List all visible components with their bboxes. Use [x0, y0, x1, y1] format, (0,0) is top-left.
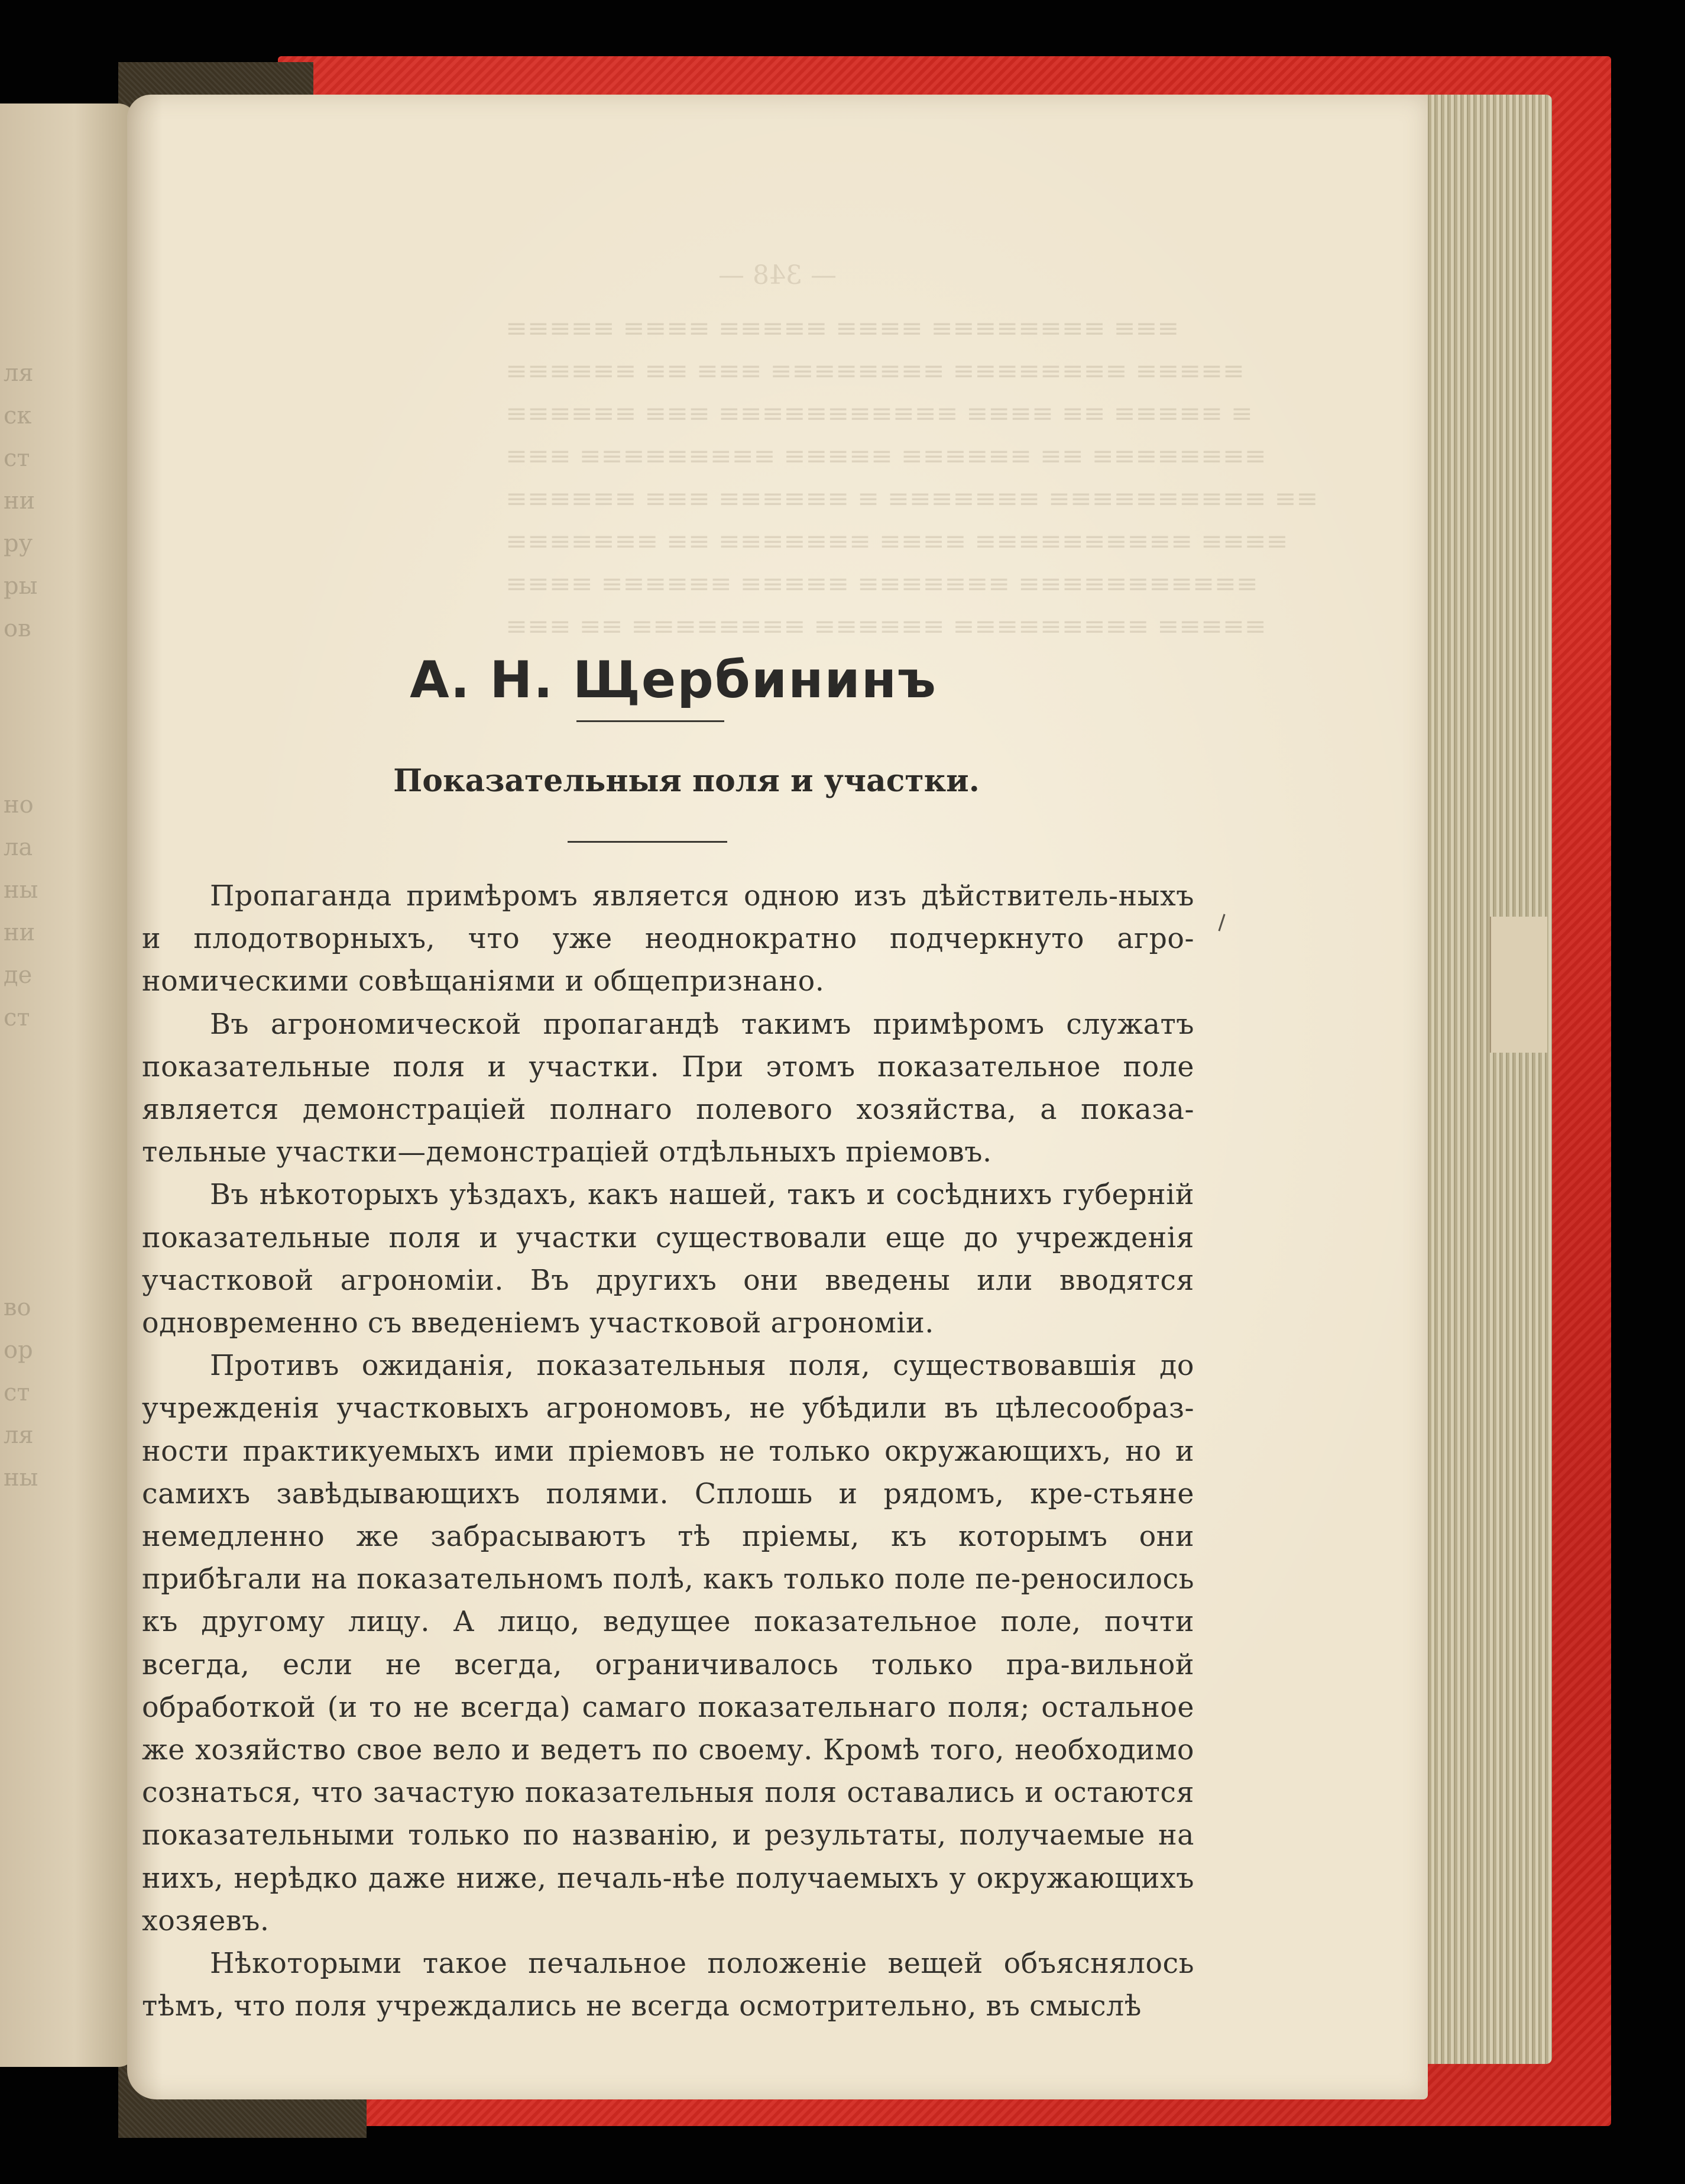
paragraph: Нѣкоторыми такое печальное положеніе вещей объяснялось тѣмъ, что поля учреждались не всегда осмотрительно, въ смыслѣ [142, 1947, 1194, 2023]
paragraph: Въ агрономической пропагандѣ такимъ примѣромъ служатъ показательные поля и участки. При этомъ показательное поле является демонстраціей полнаго полевого хозяйства, а показа-тельные участки—демонстраціей отдѣльныхъ пріемовъ. [142, 1008, 1194, 1169]
show-through-text: ≡≡ ≡≡≡≡≡≡≡≡≡≡ ≡≡≡≡≡≡≡ ≡ ≡≡≡≡≡≡ ≡≡≡ ≡≡≡≡≡≡ [505, 484, 1318, 514]
article-title: Показательныя поля и участки. [393, 763, 980, 799]
show-through-text: ≡≡≡ ≡≡≡≡≡≡≡≡ ≡≡≡≡ ≡≡≡≡≡ ≡≡≡≡ ≡≡≡≡≡ [505, 313, 1180, 344]
article-body [142, 875, 1194, 2028]
left-page-ghost-text: во ор ст ля ны [4, 1294, 38, 1491]
show-through-text: — 348 — [718, 260, 837, 290]
show-through-text: ≡≡≡≡≡ ≡≡≡≡≡≡≡≡≡ ≡≡≡≡≡≡ ≡≡≡≡≡≡≡≡ ≡≡ ≡≡≡ [505, 611, 1266, 642]
left-page-ghost-text: но ла ны ни де ст [4, 791, 38, 1031]
show-through-text: ≡≡≡≡ ≡≡≡≡≡≡≡≡≡≡ ≡≡≡≡ ≡≡≡≡≡≡≡ ≡≡ ≡≡≡≡≡≡≡ [505, 526, 1288, 556]
paragraph: Въ нѣкоторыхъ уѣздахъ, какъ нашей, такъ и сосѣднихъ губерній показательные поля и участки существовали еще до учрежденія участковой агрономіи. Въ другихъ они введены или вводятся одновременно съ введеніемъ участковой агрономіи. [142, 1179, 1194, 1340]
author-divider [576, 720, 724, 722]
show-through-text: ≡≡≡≡≡≡≡≡≡≡≡ ≡≡≡≡≡≡≡ ≡≡≡≡≡ ≡≡≡≡≡≡ ≡≡≡≡ [505, 569, 1258, 599]
paragraph: Пропаганда примѣромъ является одною изъ дѣйствитель-ныхъ и плодотворныхъ, что уже неоднократно подчеркнуто агро-номическими совѣщаніями и общепризнано. [142, 880, 1194, 998]
page-edge-tab [1490, 917, 1547, 1053]
show-through-text: ≡≡≡≡≡ ≡≡≡≡≡≡≡≡ ≡≡≡≡≡≡≡≡ ≡≡≡ ≡≡ ≡≡≡≡≡≡ [505, 356, 1245, 386]
title-divider [568, 841, 727, 843]
book-page [127, 95, 1428, 2099]
author-heading: А. Н. Щербининъ [410, 651, 937, 710]
left-page-ghost-text: ля ск ст ни ру ры ов [4, 360, 38, 642]
show-through-text: ≡≡≡≡≡≡≡≡ ≡≡ ≡≡≡≡≡≡ ≡≡≡≡≡ ≡≡≡≡≡≡≡≡≡ ≡≡≡ [505, 441, 1266, 471]
show-through-text: ≡ ≡≡≡≡≡ ≡≡ ≡≡≡≡ ≡≡≡≡≡≡≡≡≡≡≡ ≡≡≡ ≡≡≡≡≡≡ [505, 399, 1253, 429]
page-edges [1416, 95, 1552, 2064]
left-facing-page [0, 103, 136, 2067]
paragraph: Противъ ожиданія, показательныя поля, существовавшія до учрежденія участковыхъ агрономовъ, не убѣдили въ цѣлесообраз-ности практикуемыхъ ими пріемовъ не только окружающихъ, но и самихъ завѣдывающихъ полями. Сплошь и рядомъ, кре-стьяне немедленно же забрасываютъ тѣ пріемы, къ которымъ они прибѣгали на показательномъ полѣ, какъ только поле пе-реносилось къ другому лицу. А лицо, ведущее показательное поле, почти всегда, если не всегда, ограничивалось только пра-вильной обработкой (и то не всегда) самаго показательнаго поля; остальное же хозяйство свое вело и ведетъ по своему. Кромѣ того, необходимо сознаться, что зачастую показательныя поля оставались и остаются показательными только по названію, и результаты, получаемые на нихъ, нерѣдко даже ниже, печаль-нѣе получаемыхъ у окружающихъ хозяевъ. [142, 1350, 1194, 1937]
